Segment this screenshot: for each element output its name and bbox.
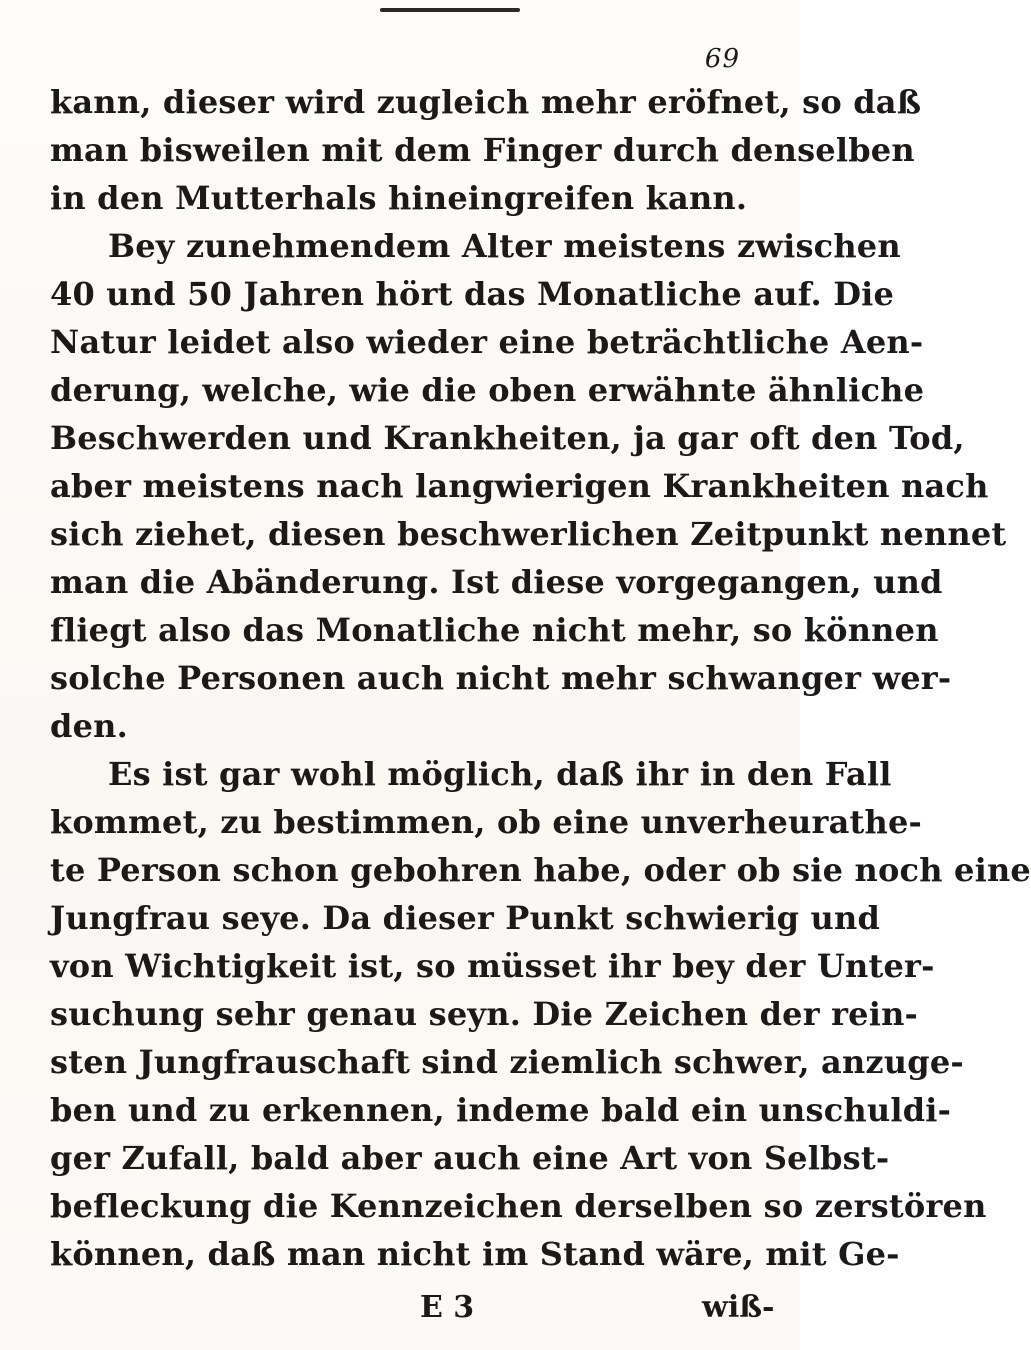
text-line: aber meistens nach langwierigen Krankheiten nach: [50, 467, 989, 505]
text-line: ger Zufall, bald aber auch eine Art von Selbst-: [50, 1139, 890, 1177]
text-line: 40 und 50 Jahren hört das Monatliche auf. Die: [50, 275, 895, 313]
text-line: von Wichtigkeit ist, so müsset ihr bey der Unter-: [50, 947, 935, 985]
text-line: Natur leidet also wieder eine beträchtliche Aen-: [50, 323, 924, 361]
text-line: solche Personen auch nicht mehr schwanger wer-: [50, 659, 952, 697]
text-line: Es ist gar wohl möglich, daß ihr in den Fall: [108, 755, 892, 793]
text-line: sich ziehet, diesen beschwerlichen Zeitpunkt nennet: [50, 515, 1007, 553]
text-line: suchung sehr genau seyn. Die Zeichen der rein-: [50, 995, 919, 1033]
page-footer: [0, 1284, 800, 1332]
text-line: derung, welche, wie die oben erwähnte ähnliche: [50, 371, 925, 409]
signature-mark: E 3: [420, 1290, 475, 1325]
text-line: befleckung die Kennzeichen derselben so zerstören: [50, 1187, 987, 1225]
text-line: fliegt also das Monatliche nicht mehr, so können: [50, 611, 939, 649]
text-line: sten Jungfrauschaft sind ziemlich schwer, anzuge-: [50, 1043, 964, 1081]
text-line: können, daß man nicht im Stand wäre, mit Ge-: [50, 1235, 900, 1273]
text-line: man die Abänderung. Ist diese vorgegangen, und: [50, 563, 943, 601]
text-line: in den Mutterhals hineingreifen kann.: [50, 179, 748, 217]
text-line: Jungfrau seye. Da dieser Punkt schwierig und: [50, 899, 881, 937]
text-line: Bey zunehmendem Alter meistens zwischen: [108, 227, 901, 265]
page-number: 69: [704, 44, 740, 74]
text-line: Beschwerden und Krankheiten, ja gar oft den Tod,: [50, 419, 965, 457]
body-text: [50, 78, 1031, 1278]
text-line: man bisweilen mit dem Finger durch denselben: [50, 131, 915, 169]
text-line: kommet, zu bestimmen, ob eine unverheurathe-: [50, 803, 923, 841]
text-line: te Person schon gebohren habe, oder ob sie noch eine: [50, 851, 1031, 889]
text-line: kann, dieser wird zugleich mehr eröfnet, so daß: [50, 83, 922, 121]
top-rule: [380, 8, 520, 12]
catchword: wiß-: [702, 1290, 775, 1325]
text-line: ben und zu erkennen, indeme bald ein unschuldi-: [50, 1091, 952, 1129]
text-line: den.: [50, 707, 128, 745]
